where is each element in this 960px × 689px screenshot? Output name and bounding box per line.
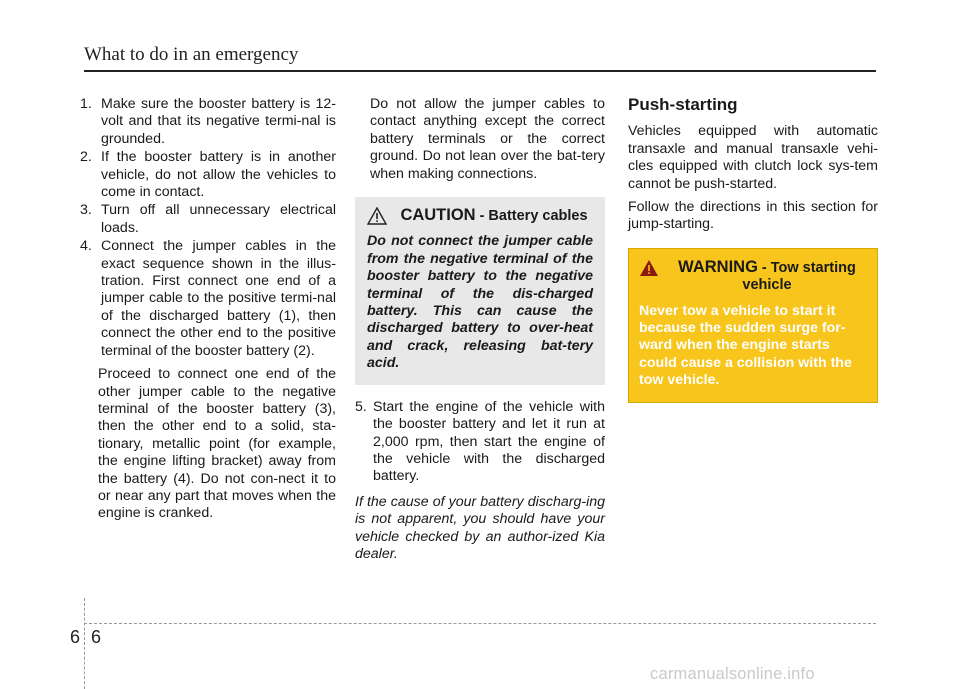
step-number: 3. xyxy=(80,202,92,219)
section-title: Push-starting xyxy=(628,95,738,114)
caution-box xyxy=(355,197,605,385)
caution-header xyxy=(367,207,593,225)
step-number: 1. xyxy=(80,96,92,112)
chapter-number: 6 xyxy=(70,627,81,647)
warning-header xyxy=(639,259,867,295)
caution-triangle-icon xyxy=(367,207,387,225)
directions-paragraph: Follow the directions in this section for jump-starting. xyxy=(628,199,878,233)
list-item xyxy=(80,149,336,201)
step-number: 5. xyxy=(355,398,367,415)
footer-divider xyxy=(84,623,876,624)
page-header-title: What to do in an emergency xyxy=(84,44,299,65)
push-start-paragraph: Vehicles equipped with automatic transaxle and manual transaxle vehi-cles equipped with clutch lock sys-tem cannot be push-started. xyxy=(628,123,878,192)
step-text: Start the engine of the vehicle with the booster battery and let it run at 2,000 rpm, then start the engine of the vehicle with the discharged battery. xyxy=(373,398,605,485)
italic-note: If the cause of your battery discharg-ing is not apparent, you should have your vehicle checked by an author-ized Kia dealer. xyxy=(355,493,605,562)
intro-paragraph: Do not allow the jumper cables to contact anything except the correct battery terminals or the correct ground. Do not lean over the bat-tery when making connections. xyxy=(370,96,605,182)
caution-body: Do not connect the jumper cable from the negative terminal of the booster battery to the negative terminal of the dis-charged battery. This can cause the discharged battery to over-heat and crack, releasing bat-tery acid. xyxy=(367,233,593,372)
column-left xyxy=(80,96,336,523)
step-text: Make sure the booster battery is 12-volt and that its negative termi-nal is grounded. xyxy=(101,96,336,147)
caution-label: CAUTION xyxy=(400,206,476,225)
step-number: 4. xyxy=(80,238,92,255)
proceed-paragraph: Proceed to connect one end of the other jumper cable to the negative terminal of the booster battery (3), then the other end to a solid, sta-tionary, metallic point (for example, the engine lifting bracket) away from the battery (4). Do not con-nect it to or near any part that moves when the engine is cranked. xyxy=(98,366,336,522)
warning-box xyxy=(628,248,878,403)
warning-subtitle: - Tow starting vehicle xyxy=(742,259,856,294)
caution-subtitle: - Battery cables xyxy=(479,208,588,225)
list-item xyxy=(355,399,605,486)
list-item xyxy=(80,96,336,148)
header-rule xyxy=(84,70,876,72)
column-right xyxy=(628,96,878,403)
column-middle xyxy=(355,96,605,563)
step-text: If the booster battery is in another vehicle, do not allow the vehicles to come in contact. xyxy=(101,149,336,201)
step-text: Connect the jumper cables in the exact sequence shown in the illus-tration. First connect one end of a jumper cable to the positive termi-nal of the discharged battery (1), then connect the other end to the positive terminal of the booster battery (2). xyxy=(101,238,336,359)
list-item xyxy=(80,202,336,237)
warning-body: Never tow a vehicle to start it because the sudden surge for-ward when the engine starts could cause a collision with the tow vehicle. xyxy=(639,302,852,389)
warning-label: WARNING xyxy=(678,257,758,276)
watermark: carmanualsonline.info xyxy=(650,665,815,683)
list-item xyxy=(80,238,336,360)
page-number: 6 xyxy=(91,627,102,647)
footer-divider-vertical xyxy=(84,598,85,689)
step-text: Turn off all unnecessary electrical loads. xyxy=(101,202,336,236)
warning-triangle-icon xyxy=(639,259,659,277)
step-number: 2. xyxy=(80,149,92,166)
